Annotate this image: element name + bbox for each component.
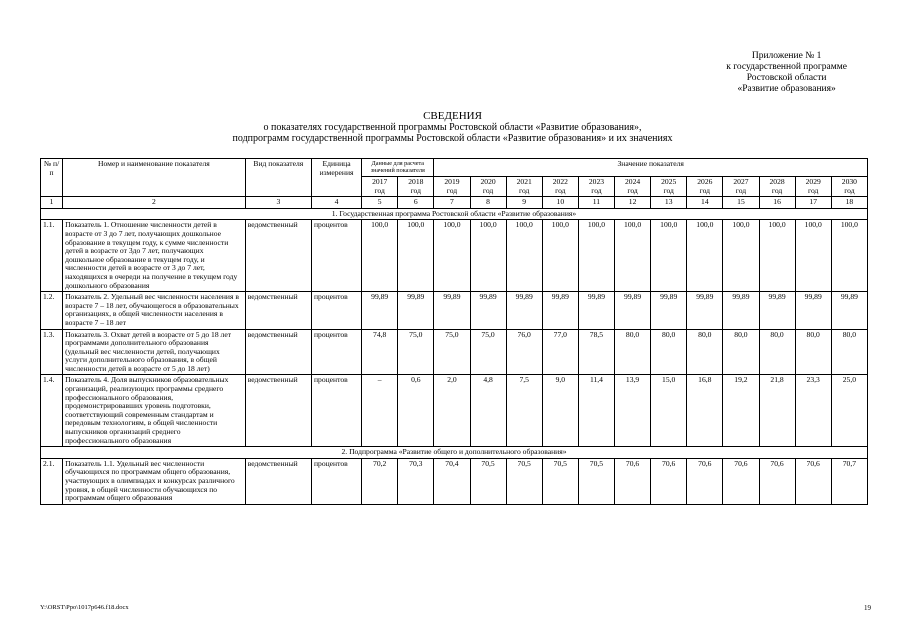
row-number: 2.1. [41,458,63,504]
header-year [615,177,651,197]
indicator-value: 80,0 [687,329,723,375]
year-value: 2030 [841,177,857,186]
header-year [362,177,398,197]
indicator-value: 100,0 [615,220,651,292]
column-number: 17 [795,197,831,209]
indicator-value: 75,0 [398,329,434,375]
table-row [41,375,868,447]
header-year [759,177,795,197]
column-number: 7 [434,197,470,209]
year-value: 2029 [805,177,821,186]
section-title: 1. Государственная программа Ростовской области «Развитие образования» [41,208,868,220]
indicator-value: 99,89 [362,292,398,329]
year-word: год [627,185,638,195]
year-word: год [735,185,747,195]
year-value: 2028 [769,177,785,186]
year-value: 2017 [372,177,388,186]
indicator-value: 100,0 [398,220,434,292]
indicator-type: ведомственный [245,220,311,292]
indicator-value: 80,0 [831,329,867,375]
indicator-value: 19,2 [723,375,759,447]
table-row [41,458,868,504]
header-year [398,177,434,197]
indicator-value: 100,0 [542,220,578,292]
header-type: Вид показателя [245,159,311,197]
header-year [795,177,831,197]
section-row [41,208,868,220]
indicator-name: Показатель 1.1. Удельный вес численности обучающихся по программам общего образования, участвующих в олимпиадах и конкурсах различного уровня, в общей численности обучающихся по программам общего образования [63,458,246,504]
indicator-type: ведомственный [245,458,311,504]
indicator-value: 99,89 [831,292,867,329]
indicator-value: 70,6 [795,458,831,504]
year-value: 2024 [624,177,641,186]
year-word: год [591,185,602,195]
column-number: 9 [506,197,542,209]
header-unit: Единица измерения [311,159,361,197]
indicator-value: 13,9 [615,375,651,447]
header-num: № п/п [41,159,63,197]
header-year [542,177,578,197]
indicator-value: 4,8 [470,375,506,447]
indicator-unit: процентов [311,329,361,375]
page-number: 19 [864,604,871,612]
indicator-value: 100,0 [759,220,795,292]
year-word: год [771,185,783,195]
column-number: 2 [63,197,246,209]
indicator-value: 80,0 [615,329,651,375]
indicator-value: 75,0 [470,329,506,375]
indicator-value: 0,6 [398,375,434,447]
section-row [41,447,868,459]
row-number: 1.2. [41,292,63,329]
document-title [0,111,905,144]
indicator-value: 11,4 [578,375,614,447]
indicator-value: 70,2 [362,458,398,504]
indicator-value: 77,0 [542,329,578,375]
indicator-value: 9,0 [542,375,578,447]
row-number: 1.1. [41,220,63,292]
column-number: 15 [723,197,759,209]
table-row [41,329,868,375]
indicator-value: 99,89 [615,292,651,329]
section-title: 2. Подпрограмма «Развитие общего и дополнительного образования» [41,447,868,459]
indicator-value: 70,6 [723,458,759,504]
indicator-value: 21,8 [759,375,795,447]
indicator-unit: процентов [311,458,361,504]
indicator-value: 99,89 [723,292,759,329]
indicator-type: ведомственный [245,292,311,329]
indicator-value: 99,89 [470,292,506,329]
indicator-unit: процентов [311,375,361,447]
indicator-value: 99,89 [759,292,795,329]
year-value: 2026 [697,177,713,186]
indicator-value: 25,0 [831,375,867,447]
appendix-line: Ростовской области [746,73,827,83]
indicator-value: 99,89 [687,292,723,329]
year-word: год [482,185,494,195]
column-number: 3 [245,197,311,209]
column-number: 5 [362,197,398,209]
indicator-value: 70,4 [434,458,470,504]
indicator-value: 70,5 [542,458,578,504]
indicator-value: 7,5 [506,375,542,447]
indicator-value: 70,6 [651,458,687,504]
column-number: 8 [470,197,506,209]
indicator-value: 2,0 [434,375,470,447]
table-row [41,292,868,329]
year-word: год [663,185,674,195]
indicator-value: 100,0 [362,220,398,292]
indicator-value: 70,6 [759,458,795,504]
header-name: Номер и наименование показателя [63,159,246,197]
indicator-value: 70,3 [398,458,434,504]
column-number: 16 [759,197,795,209]
indicator-value: 80,0 [651,329,687,375]
indicator-value: 70,6 [687,458,723,504]
column-number: 14 [687,197,723,209]
appendix-line: Приложение № 1 [751,51,822,61]
year-value: 2018 [408,177,424,186]
year-value: 2021 [516,177,532,186]
header-calc: Данные для расчета значений показателя [362,159,434,177]
year-word: год [374,185,385,195]
indicator-unit: процентов [311,292,361,329]
indicator-value: 70,5 [470,458,506,504]
column-number: 11 [578,197,614,209]
header-year [651,177,687,197]
indicator-value: 70,7 [831,458,867,504]
year-value: 2020 [480,177,496,186]
header-year [578,177,614,197]
appendix-line: к государственной программе [726,62,847,72]
indicator-value: 100,0 [651,220,687,292]
indicator-value: 74,8 [362,329,398,375]
indicator-value: 100,0 [506,220,542,292]
indicator-unit: процентов [311,220,361,292]
year-word: год [410,185,421,195]
title-line-1: о показателях государственной программы Ростовской области «Развитие образования», [263,122,642,133]
year-value: 2025 [661,177,677,186]
column-number: 13 [651,197,687,209]
year-word: год [446,185,458,195]
indicator-value: 100,0 [434,220,470,292]
indicator-type: ведомственный [245,375,311,447]
indicator-type: ведомственный [245,329,311,375]
indicator-value: 16,8 [687,375,723,447]
row-number: 1.3. [41,329,63,375]
header-year [434,177,470,197]
indicator-name: Показатель 3. Охват детей в возрасте от 5 до 18 лет программами дополнительного образования (удельный вес численности детей, получающих услуги дополнительного образования, в общей численности детей в возрасте от 5 до 18 лет) [63,329,246,375]
year-value: 2023 [588,177,605,186]
title-line-2: подпрограмм государственной программы Ростовской области «Развитие образования» и их значениях [232,133,673,144]
header-year [831,177,867,197]
year-word: год [808,185,819,195]
indicator-value: 99,89 [578,292,614,329]
indicator-value: 23,3 [795,375,831,447]
year-word: год [699,185,711,195]
column-number: 1 [41,197,63,209]
indicator-value: 70,5 [578,458,614,504]
header-values: Значение показателя [434,159,868,177]
indicator-value: 100,0 [723,220,759,292]
header-year [506,177,542,197]
indicator-value: 99,89 [398,292,434,329]
indicator-value: 99,89 [434,292,470,329]
indicator-value: 70,6 [615,458,651,504]
year-value: 2019 [444,177,460,186]
table-row [41,220,868,292]
indicator-value: 78,5 [578,329,614,375]
column-number: 6 [398,197,434,209]
indicator-value: 75,0 [434,329,470,375]
indicator-name: Показатель 1. Отношение численности детей в возрасте от 3 до 7 лет, получающих дошкольное образование в текущем году, к сумме численности детей в возрасте от 3до 7 лет, получающих дошкольное образование в текущем году, и численности детей в возрасте от 3 до 7 лет, находящихся в очереди на получение в текущем году дошкольного образования [63,220,246,292]
indicator-value: 100,0 [687,220,723,292]
indicators-table [40,158,868,505]
indicator-value: 100,0 [795,220,831,292]
year-word: год [844,185,855,195]
appendix-line: «Развитие образования» [737,84,836,94]
year-value: 2027 [733,177,749,186]
year-value: 2022 [552,177,568,186]
row-number: 1.4. [41,375,63,447]
column-number: 18 [831,197,867,209]
indicator-value: 80,0 [759,329,795,375]
column-number: 10 [542,197,578,209]
header-year [723,177,759,197]
indicator-value: 99,89 [795,292,831,329]
indicator-value: – [362,375,398,447]
indicator-name: Показатель 4. Доля выпускников образовательных организаций, реализующих программы среднего профессионального образования, продемонстрировавших уровень подготовки, соответствующий современным стандартам и передовым технологиям, в общей численности выпускников организаций среднего профессионального образования [63,375,246,447]
year-word: год [519,185,530,195]
indicator-value: 15,0 [651,375,687,447]
column-number: 4 [311,197,361,209]
header-year [470,177,506,197]
column-number: 12 [615,197,651,209]
header-year [687,177,723,197]
indicator-value: 70,5 [506,458,542,504]
footer-path: Y:\ORST\Ppo\1017p646.f18.docx [40,604,129,611]
indicator-value: 99,89 [542,292,578,329]
appendix-block [726,51,847,95]
indicator-value: 80,0 [795,329,831,375]
title-main: СВЕДЕНИЯ [423,110,482,122]
indicator-value: 100,0 [831,220,867,292]
indicator-value: 100,0 [578,220,614,292]
indicator-value: 99,89 [506,292,542,329]
year-word: год [555,185,566,195]
indicator-value: 80,0 [723,329,759,375]
indicator-name: Показатель 2. Удельный вес численности населения в возрасте 7 – 18 лет, обучающегося в образовательных организациях, в общей численности населения в возрасте 7 – 18 лет [63,292,246,329]
indicator-value: 99,89 [651,292,687,329]
indicator-value: 76,0 [506,329,542,375]
indicator-value: 100,0 [470,220,506,292]
